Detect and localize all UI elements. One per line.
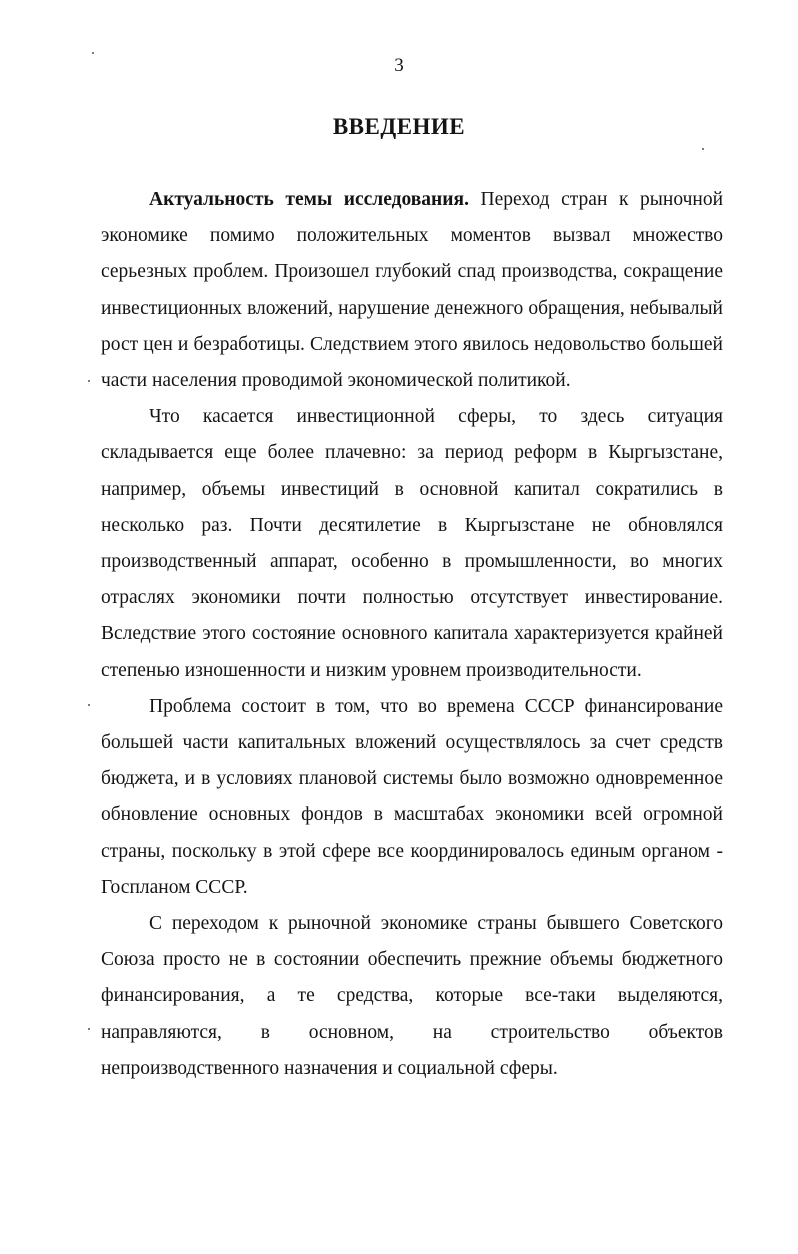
paragraph-text: Переход стран к рыночной экономике помимо положительных моментов вызвал множество серьезных проблем. Произошел глубокий спад производства, сокращение инвестиционных вложений, нарушение денежного обращения, небывалый рост цен и безработицы. Следствием этого явилось недовольство большей части населения проводимой экономической политикой.: [101, 189, 723, 392]
paragraph-text: С переходом к рыночной экономике страны бывшего Советского Союза просто не в состоянии обеспечить прежние объемы бюджетного финансирования, а те средства, которые все-таки выделяются, направляются, в основном, на строительство объектов непроизводственного назначения и социальной сферы.: [101, 913, 723, 1079]
paragraph-transition: [101, 906, 723, 1087]
paragraph-text: Проблема состоит в том, что во времена СССР финансирование большей части капитальных вложений осуществлялось за счет средств бюджета, и в условиях плановой системы было возможно одновременное обновление основных фондов в масштабах экономики всей огромной страны, поскольку в этой сфере все координировалось единым органом - Госпланом СССР.: [101, 695, 723, 898]
section-heading: ВВЕДЕНИЕ: [332, 114, 466, 139]
scan-speck: [702, 148, 704, 150]
paragraph-lead: Актуальность темы исследования.: [149, 189, 469, 210]
paragraph-relevance: [101, 182, 723, 399]
scan-speck: [92, 52, 94, 54]
paragraph-text: Что касается инвестиционной сферы, то здесь ситуация складывается еще более плачевно: за период реформ в Кыргызстане, например, объемы инвестиций в основной капитал сократились в несколько раз. Почти десятилетие в Кыргызстане не обновлялся производственный аппарат, особенно в промышленности, во многих отраслях экономики почти полностью отсутствует инвестирование. Вследствие этого состояние основного капитала характеризуется крайней степенью изношенности и низким уровнем производительности.: [101, 406, 723, 681]
paragraph-problem: [101, 689, 723, 906]
scan-speck: [88, 704, 90, 706]
scan-speck: [88, 1028, 90, 1030]
page-number: 3: [394, 55, 404, 76]
scan-speck: [88, 380, 90, 382]
paragraph-investment: [101, 399, 723, 689]
document-body: [101, 182, 723, 1087]
